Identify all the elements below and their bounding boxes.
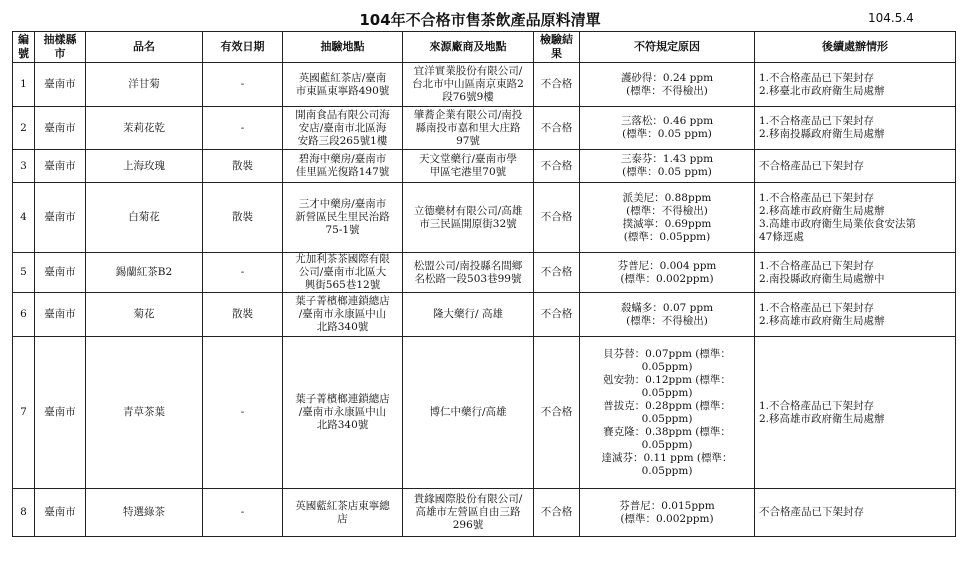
header-no: 編號 xyxy=(13,32,35,63)
cell-location xyxy=(283,293,403,337)
cell-source-line: 甲區宅港里70號 xyxy=(429,166,507,178)
cell-reason-line: 0.05ppm) xyxy=(641,438,693,451)
cell-reason-line: 三泰芬：1.43 ppm xyxy=(620,153,714,165)
cell-source-line: 博仁中藥行/高雄 xyxy=(429,406,507,418)
cell-action-line: 2.南投縣政府衛生局處辦中 xyxy=(759,272,885,285)
noncompliant-products-table xyxy=(12,31,956,537)
header-location: 抽驗地點 xyxy=(283,32,403,63)
cell-source-line: 立德藥材有限公司/高雄 xyxy=(413,204,523,217)
cell-reason-line: 芬普尼：0.004 ppm xyxy=(617,259,717,272)
cell-reason-line: (標準：不得檢出) xyxy=(626,314,708,327)
cell-location-line: 三才中藥房/臺南市 xyxy=(298,198,387,210)
cell-location xyxy=(283,107,403,150)
cell-reason xyxy=(580,293,755,337)
cell-product: 青草茶葉 xyxy=(86,337,203,489)
cell-action-line: 3.高雄市政府衛生局業依食安法第 xyxy=(759,217,917,230)
cell-action xyxy=(755,150,956,183)
cell-action-line: 1.不合格產品已下架封存 xyxy=(759,301,875,314)
cell-city: 臺南市 xyxy=(35,183,86,253)
cell-action xyxy=(755,337,956,489)
cell-reason xyxy=(580,253,755,293)
cell-action xyxy=(755,107,956,150)
cell-action-line: 2.移高雄市政府衛生局處辦 xyxy=(759,314,885,327)
cell-no: 3 xyxy=(13,150,35,183)
cell-source-line: 97號 xyxy=(456,134,480,147)
cell-reason-line: 普拔克：0.28ppm (標準： xyxy=(603,399,731,412)
cell-action-line: 2.移高雄市政府衛生局處辦 xyxy=(759,204,885,217)
cell-reason-line: 剋安勃：0.12ppm (標準： xyxy=(603,373,731,386)
cell-action-line: 1.不合格產品已下架封存 xyxy=(759,399,875,412)
cell-expiry: - xyxy=(203,489,283,537)
cell-location-line: /臺南市永康區中山 xyxy=(298,308,387,320)
cell-action-line: 不合格產品已下架封存 xyxy=(759,159,864,172)
cell-reason-line: 0.05ppm) xyxy=(641,360,693,373)
cell-location-line: 北路340號 xyxy=(316,321,369,333)
cell-action xyxy=(755,183,956,253)
cell-city: 臺南市 xyxy=(35,107,86,150)
cell-action xyxy=(755,489,956,537)
cell-source xyxy=(403,150,534,183)
cell-reason-line: 殺蟎多：0.07 ppm xyxy=(620,301,714,314)
cell-reason-line: (標準：0.05 ppm) xyxy=(622,128,712,140)
cell-location-line: 公司/臺南市北區大 xyxy=(298,266,387,278)
cell-result: 不合格 xyxy=(534,63,580,107)
document-date: 104.5.4 xyxy=(868,11,914,25)
cell-city: 臺南市 xyxy=(35,63,86,107)
cell-result: 不合格 xyxy=(534,150,580,183)
cell-location xyxy=(283,489,403,537)
cell-reason-line: 三落松：0.46 ppm xyxy=(620,115,714,127)
cell-source-line: 296號 xyxy=(452,519,484,531)
cell-reason-line: 0.05ppm) xyxy=(641,412,693,425)
document-title: 104年不合格市售茶飲產品原料清單 xyxy=(359,11,601,29)
cell-city: 臺南市 xyxy=(35,253,86,293)
cell-source xyxy=(403,253,534,293)
cell-location-line: 北路340號 xyxy=(316,419,369,431)
header-reason: 不符規定原因 xyxy=(580,32,755,63)
table-row xyxy=(13,253,956,293)
cell-source-line: 松盟公司/南投縣名間鄉 xyxy=(413,259,523,272)
cell-location-line: 葉子菁檳榔連鎖總店 xyxy=(295,393,390,405)
cell-product: 洋甘菊 xyxy=(86,63,203,107)
cell-reason-line: 0.05ppm) xyxy=(641,464,693,477)
cell-source xyxy=(403,183,534,253)
cell-source xyxy=(403,107,534,150)
cell-product: 特選綠茶 xyxy=(86,489,203,537)
cell-source xyxy=(403,489,534,537)
cell-action-line: 1.不合格產品已下架封存 xyxy=(759,71,875,84)
cell-reason-line: 貝芬替：0.07ppm (標準： xyxy=(603,347,731,360)
cell-result: 不合格 xyxy=(534,293,580,337)
cell-location-line: 市東區東寧路490號 xyxy=(295,84,390,97)
header-source: 來源廠商及地點 xyxy=(403,32,534,63)
cell-no: 2 xyxy=(13,107,35,150)
header-expiry: 有效日期 xyxy=(203,32,283,63)
cell-city: 臺南市 xyxy=(35,337,86,489)
cell-location xyxy=(283,337,403,489)
table-row xyxy=(13,293,956,337)
cell-expiry: - xyxy=(203,107,283,150)
cell-product: 茉莉花乾 xyxy=(86,107,203,150)
cell-reason-line: 賽克隆：0.38ppm (標準： xyxy=(603,425,731,438)
cell-location xyxy=(283,150,403,183)
cell-location-line: 英國藍紅茶店東寧總 xyxy=(295,499,390,512)
cell-source xyxy=(403,293,534,337)
cell-source-line: 高雄市左營區自由三路 xyxy=(415,506,521,518)
cell-product: 上海玫瑰 xyxy=(86,150,203,183)
cell-reason xyxy=(580,107,755,150)
cell-source-line: 肇蕎企業有限公司/南投 xyxy=(413,108,523,121)
cell-action xyxy=(755,63,956,107)
table-row xyxy=(13,183,956,253)
cell-location-line: 興街565巷12號 xyxy=(304,279,381,291)
table-row xyxy=(13,489,956,537)
cell-expiry: - xyxy=(203,337,283,489)
cell-expiry: 散裝 xyxy=(203,150,283,183)
cell-expiry: 散裝 xyxy=(203,183,283,253)
table-row xyxy=(13,107,956,150)
cell-reason-line: (標準：0.05 ppm) xyxy=(622,166,712,178)
cell-location xyxy=(283,183,403,253)
cell-source-line: 段76號9樓 xyxy=(442,91,494,103)
cell-source-line: 台北市中山區南京東路2 xyxy=(412,78,524,90)
cell-source-line: 天文堂藥行/臺南市學 xyxy=(418,153,518,165)
cell-location-line: 店 xyxy=(337,512,348,525)
cell-source-line: 縣南投市嘉和里大庄路 xyxy=(415,121,521,134)
cell-source-line: 隆大藥行/ 高雄 xyxy=(433,308,503,320)
cell-expiry: - xyxy=(203,63,283,107)
cell-reason-line: 芬普尼：0.015ppm xyxy=(619,499,715,512)
cell-location-line: 安店/臺南市北區海 xyxy=(298,121,387,134)
cell-action-line: 1.不合格產品已下架封存 xyxy=(759,191,875,204)
cell-location-line: 新營區民生里民治路 xyxy=(295,211,390,223)
header-product: 品名 xyxy=(86,32,203,63)
cell-no: 5 xyxy=(13,253,35,293)
cell-result: 不合格 xyxy=(534,253,580,293)
cell-product: 白菊花 xyxy=(86,183,203,253)
header-result: 檢驗結果 xyxy=(534,32,580,63)
cell-location-line: 佳里區光復路147號 xyxy=(295,166,390,178)
cell-action-line: 2.移南投縣政府衛生局處辦 xyxy=(759,128,885,140)
table-row xyxy=(13,337,956,489)
cell-no: 4 xyxy=(13,183,35,253)
cell-expiry: 散裝 xyxy=(203,293,283,337)
cell-reason-line: 0.05ppm) xyxy=(641,386,693,399)
cell-reason xyxy=(580,183,755,253)
cell-reason-line: 達滅芬：0.11 ppm (標準： xyxy=(601,451,733,464)
cell-location-line: 葉子菁檳榔連鎖總店 xyxy=(295,295,390,307)
cell-no: 8 xyxy=(13,489,35,537)
header-action: 後續處辦情形 xyxy=(755,32,956,63)
cell-result: 不合格 xyxy=(534,489,580,537)
cell-location-line: 安路三段265號1樓 xyxy=(297,134,388,147)
cell-source-line: 貴緣國際股份有限公司/ xyxy=(413,493,523,505)
cell-reason-line: 護砂得：0.24 ppm xyxy=(620,71,714,84)
cell-location-line: /臺南市永康區中山 xyxy=(298,406,387,418)
cell-location xyxy=(283,63,403,107)
cell-location-line: 75-1號 xyxy=(325,224,360,236)
header-city: 抽樣縣市 xyxy=(35,32,86,63)
cell-reason-line: (標準：0.002ppm) xyxy=(620,272,714,285)
cell-action-line: 不合格產品已下架封存 xyxy=(759,506,864,518)
cell-no: 6 xyxy=(13,293,35,337)
cell-product: 錫蘭紅茶B2 xyxy=(86,253,203,293)
cell-city: 臺南市 xyxy=(35,489,86,537)
cell-result: 不合格 xyxy=(534,337,580,489)
cell-reason-line: (標準：不得檢出) xyxy=(626,84,708,97)
cell-action-line: 1.不合格產品已下架封存 xyxy=(759,115,875,127)
cell-reason-line: (標準：0.002ppm) xyxy=(620,512,714,525)
cell-city: 臺南市 xyxy=(35,150,86,183)
cell-source-line: 市三民區開原街32號 xyxy=(419,217,517,230)
cell-reason xyxy=(580,63,755,107)
cell-action-line: 1.不合格產品已下架封存 xyxy=(759,259,875,272)
cell-reason xyxy=(580,150,755,183)
cell-result: 不合格 xyxy=(534,107,580,150)
cell-product: 菊花 xyxy=(86,293,203,337)
cell-city: 臺南市 xyxy=(35,293,86,337)
cell-source-line: 宜洋實業股份有限公司/ xyxy=(413,65,523,77)
cell-source xyxy=(403,63,534,107)
cell-source-line: 名松路一段503巷99號 xyxy=(414,272,522,285)
table-row xyxy=(13,150,956,183)
cell-reason-line: 撲滅寧：0.69ppm xyxy=(622,217,712,230)
cell-reason xyxy=(580,489,755,537)
cell-result: 不合格 xyxy=(534,183,580,253)
cell-location-line: 開南食品有限公司海 xyxy=(295,108,390,121)
cell-action xyxy=(755,253,956,293)
cell-reason-line: (標準：不得檢出) xyxy=(626,204,708,217)
cell-action xyxy=(755,293,956,337)
cell-location-line: 英國藍紅茶店/臺南 xyxy=(298,71,387,84)
cell-action-line: 2.移高雄市政府衛生局處辦 xyxy=(759,412,885,425)
table-header-row xyxy=(13,32,956,63)
cell-reason-line: 派美尼：0.88ppm xyxy=(622,191,712,204)
cell-reason-line: (標準：0.05ppm) xyxy=(623,230,711,243)
cell-action-line: 47條逕處 xyxy=(759,230,804,243)
cell-location xyxy=(283,253,403,293)
cell-expiry: - xyxy=(203,253,283,293)
cell-reason xyxy=(580,337,755,489)
cell-source xyxy=(403,337,534,489)
table-row xyxy=(13,63,956,107)
cell-no: 1 xyxy=(13,63,35,107)
cell-location-line: 尤加利茶茶國際有限 xyxy=(295,253,390,265)
cell-action-line: 2.移臺北市政府衛生局處辦 xyxy=(759,84,885,97)
cell-no: 7 xyxy=(13,337,35,489)
cell-location-line: 碧海中藥房/臺南市 xyxy=(298,153,387,165)
